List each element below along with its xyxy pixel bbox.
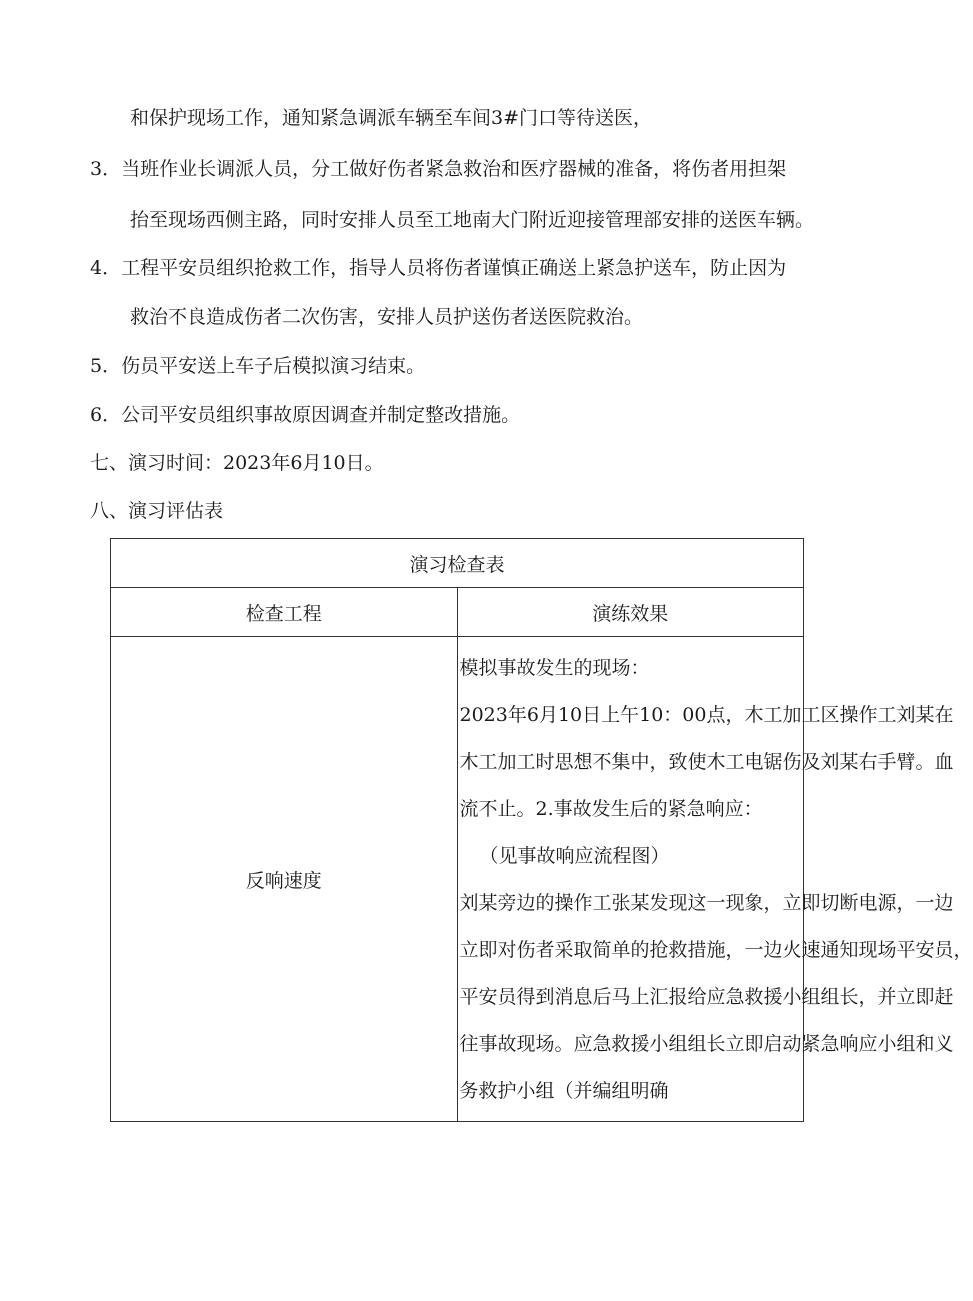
paragraph-item-6: 6．公司平安员组织事故原因调查并制定整改措施。 — [90, 404, 521, 426]
content-line: 务救护小组（并编组明确 — [459, 1080, 669, 1102]
paragraph-item-5: 5．伤员平安送上车子后模拟演习结束。 — [90, 355, 426, 377]
paragraph-item-4: 4．工程平安员组织抢救工作，指导人员将伤者谨慎正确送上紧急护送车，防止因为 — [90, 257, 787, 279]
content-line: 模拟事故发生的现场： — [459, 657, 650, 679]
content-line: （见事故响应流程图） — [479, 845, 670, 867]
paragraph-item-3: 3．当班作业长调派人员，分工做好伤者紧急救治和医疗器械的准备，将伤者用担架 — [90, 158, 787, 180]
table-title: 演习检查表 — [111, 539, 804, 588]
column-header-check-item: 检查工程 — [111, 588, 458, 637]
paragraph-item-3-cont: 抬至现场西侧主路，同时安排人员至工地南大门附近迎接管理部安排的送医车辆。 — [130, 209, 815, 231]
content-line: 立即对伤者采取简单的抢救措施，一边火速通知现场平安员， — [459, 939, 973, 961]
paragraph-item-4-cont: 救治不良造成伤者二次伤害，安排人员护送伤者送医院救治。 — [130, 306, 644, 328]
content-line: 2023年6月10日上午10：00点，木工加工区操作工刘某在 — [459, 704, 954, 726]
section-eight-heading: 八、演习评估表 — [90, 500, 224, 522]
content-line: 木工加工时思想不集中，致使木工电锯伤及刘某右手臂。血 — [459, 751, 954, 773]
column-header-drill-effect: 演练效果 — [457, 588, 804, 637]
content-line: 平安员得到消息后马上汇报给应急救援小组组长，并立即赶 — [459, 986, 954, 1008]
evaluation-table — [110, 538, 973, 1122]
section-seven-heading: 七、演习时间：2023年6月10日。 — [90, 452, 384, 474]
paragraph-line-1: 和保护现场工作，通知紧急调派车辆至车间3#门口等待送医， — [130, 107, 653, 129]
content-line: 流不止。2.事故发生后的紧急响应： — [459, 798, 763, 820]
row-label-response-speed: 反响速度 — [111, 637, 458, 1122]
drill-effect-content — [457, 637, 973, 1122]
content-line: 刘某旁边的操作工张某发现这一现象，立即切断电源，一边 — [459, 892, 954, 914]
content-line: 往事故现场。应急救援小组组长立即启动紧急响应小组和义 — [459, 1033, 954, 1055]
